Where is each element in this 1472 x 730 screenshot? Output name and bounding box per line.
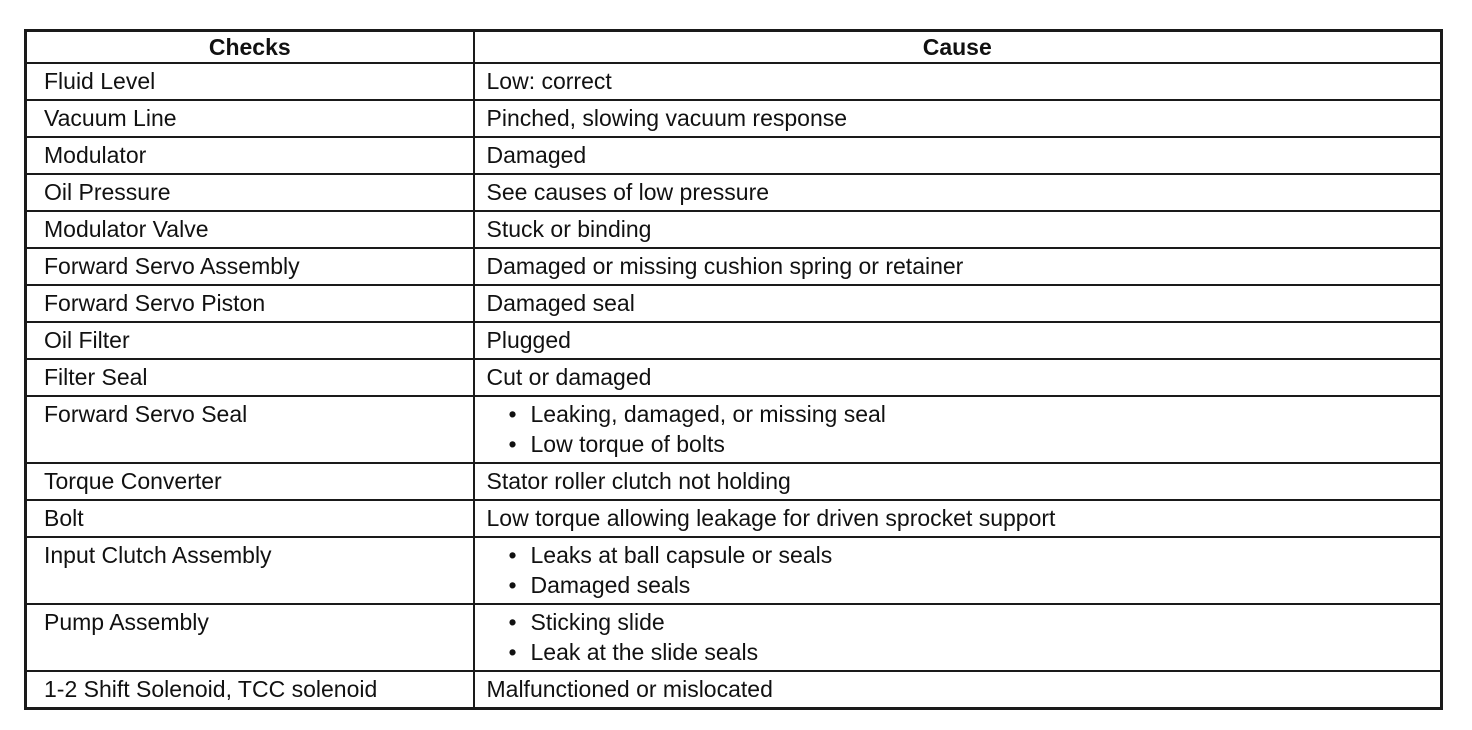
cause-list-item-text: Low torque of bolts [530, 431, 725, 457]
cause-list-item [507, 429, 1441, 459]
diagnosis-table [24, 29, 1443, 710]
table-row [26, 537, 1442, 604]
cause-cell: Damaged [474, 137, 1442, 174]
table-row [26, 500, 1442, 537]
diagnosis-table-container [24, 29, 1440, 710]
check-cell: Torque Converter [26, 463, 474, 500]
table-row [26, 671, 1442, 709]
check-cell: Vacuum Line [26, 100, 474, 137]
cause-cell: Damaged or missing cushion spring or retainer [474, 248, 1442, 285]
column-header-cause: Cause [474, 31, 1442, 64]
cause-cell: Low: correct [474, 63, 1442, 100]
check-cell: Input Clutch Assembly [26, 537, 474, 604]
table-row [26, 359, 1442, 396]
bullet-icon: • [508, 609, 517, 635]
cause-cell: Cut or damaged [474, 359, 1442, 396]
bullet-icon: • [508, 542, 517, 568]
cause-list-cell [474, 396, 1442, 463]
cause-cell: Malfunctioned or mislocated [474, 671, 1442, 709]
table-row [26, 211, 1442, 248]
bullet-icon: • [508, 401, 517, 427]
cause-cell: Plugged [474, 322, 1442, 359]
table-row [26, 63, 1442, 100]
check-cell: Oil Pressure [26, 174, 474, 211]
check-cell: Fluid Level [26, 63, 474, 100]
cause-list-item-text: Leaking, damaged, or missing seal [530, 401, 886, 427]
cause-list-item-text: Damaged seals [530, 572, 691, 598]
check-cell: Modulator [26, 137, 474, 174]
check-cell: Pump Assembly [26, 604, 474, 671]
table-row [26, 174, 1442, 211]
table-row [26, 137, 1442, 174]
check-cell: Forward Servo Seal [26, 396, 474, 463]
table-row [26, 604, 1442, 671]
check-cell: Filter Seal [26, 359, 474, 396]
cause-list-item-text: Leaks at ball capsule or seals [530, 542, 833, 568]
cause-cell: See causes of low pressure [474, 174, 1442, 211]
table-row [26, 396, 1442, 463]
check-cell: 1-2 Shift Solenoid, TCC solenoid [26, 671, 474, 709]
table-header-row [26, 31, 1442, 64]
bullet-icon: • [508, 572, 517, 598]
cause-list-cell [474, 537, 1442, 604]
check-cell: Modulator Valve [26, 211, 474, 248]
cause-list-item [507, 607, 1441, 637]
cause-list-item [507, 540, 1441, 570]
cause-list-item [507, 399, 1441, 429]
column-header-checks: Checks [26, 31, 474, 64]
check-cell: Oil Filter [26, 322, 474, 359]
check-cell: Bolt [26, 500, 474, 537]
cause-list-item [507, 570, 1441, 600]
cause-list-item [507, 637, 1441, 667]
cause-cell: Low torque allowing leakage for driven sprocket support [474, 500, 1442, 537]
cause-cell: Stator roller clutch not holding [474, 463, 1442, 500]
cause-bullet-list [507, 607, 1441, 667]
check-cell: Forward Servo Assembly [26, 248, 474, 285]
cause-cell: Damaged seal [474, 285, 1442, 322]
cause-cell: Pinched, slowing vacuum response [474, 100, 1442, 137]
bullet-icon: • [508, 431, 517, 457]
cause-list-item-text: Leak at the slide seals [530, 639, 759, 665]
table-row [26, 285, 1442, 322]
bullet-icon: • [508, 639, 517, 665]
cause-bullet-list [507, 540, 1441, 600]
cause-cell: Stuck or binding [474, 211, 1442, 248]
cause-list-cell [474, 604, 1442, 671]
table-row [26, 463, 1442, 500]
cause-list-item-text: Sticking slide [530, 609, 665, 635]
table-row [26, 100, 1442, 137]
check-cell: Forward Servo Piston [26, 285, 474, 322]
table-row [26, 322, 1442, 359]
table-row [26, 248, 1442, 285]
cause-bullet-list [507, 399, 1441, 459]
